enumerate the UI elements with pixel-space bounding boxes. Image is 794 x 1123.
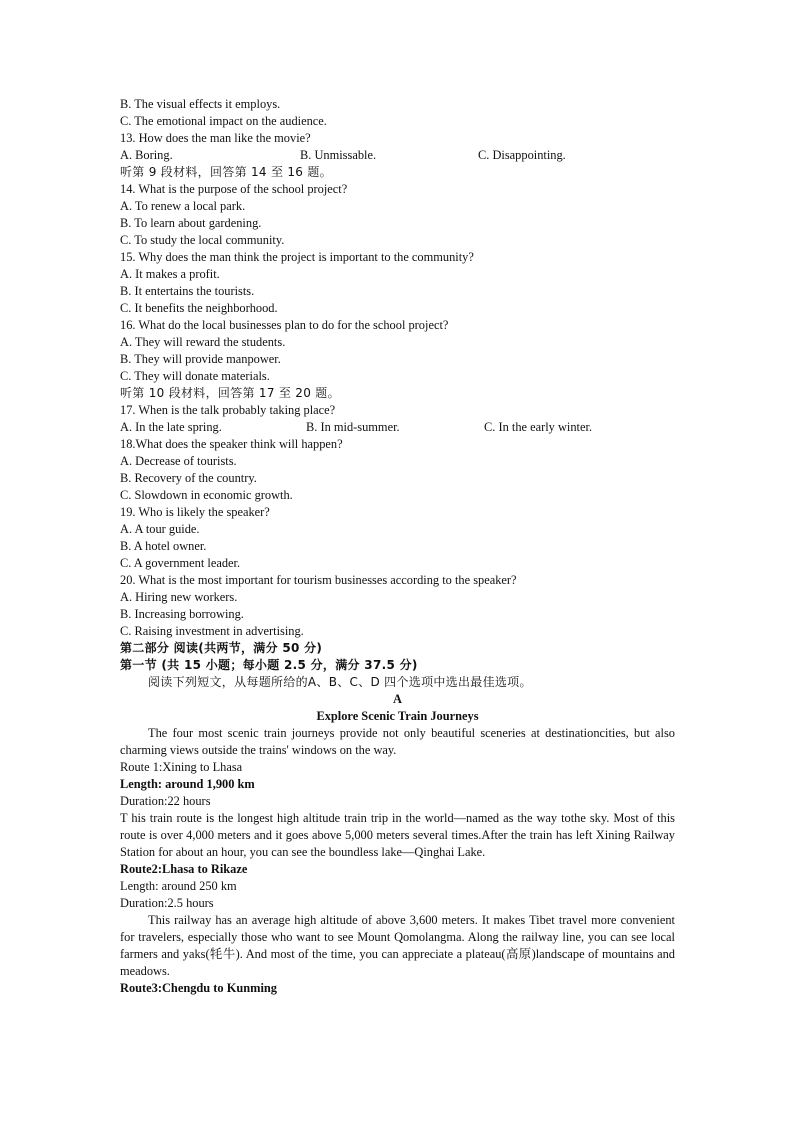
q18-option-c: C. Slowdown in economic growth. [120, 488, 293, 502]
q15-question: 15. Why does the man think the project is important to the community? [120, 250, 474, 264]
q20-option-a: A. Hiring new workers. [120, 590, 238, 604]
q14-question: 14. What is the purpose of the school project? [120, 182, 348, 196]
q16-question: 16. What do the local businesses plan to do for the school project? [120, 318, 449, 332]
section10-heading: 听第 10 段材料，回答第 17 至 20 题。 [120, 386, 340, 400]
q20-question: 20. What is the most important for tourism businesses according to the speaker? [120, 573, 517, 587]
route2-text: This railway has an average high altitude of above 3,600 meters. It makes Tibet travel more convenient for travelers, especially those who want to see Mount Qomolangma. Along the railway line, you can see local farmers and yaks(牦牛). And most of the time, you can appreciate a plateau(高原)landscape of mountains and meadows. [120, 913, 675, 978]
q18-option-a: A. Decrease of tourists. [120, 454, 237, 468]
q19-question: 19. Who is likely the speaker? [120, 505, 270, 519]
q17-option-c: C. In the early winter. [484, 420, 593, 434]
route3-title: Route3:Chengdu to Kunming [120, 981, 277, 995]
q14-option-a: A. To renew a local park. [120, 199, 246, 213]
passage-letter: A [393, 692, 402, 706]
q14-option-c: C. To study the local community. [120, 233, 285, 247]
route2-title: Route2:Lhasa to Rikaze [120, 862, 248, 876]
reading-instructions: 阅读下列短文，从每题所给的A、B、C、D 四个选项中选出最佳选项。 [148, 675, 532, 689]
exam-page [120, 96, 675, 997]
passage-title: Explore Scenic Train Journeys [316, 709, 479, 723]
section1-heading: 第一节 (共 15 小题；每小题 2.5 分，满分 37.5 分) [120, 658, 418, 672]
q19-option-c: C. A government leader. [120, 556, 241, 570]
q17-option-a: A. In the late spring. [120, 420, 222, 434]
q17-question: 17. When is the talk probably taking place? [120, 403, 336, 417]
q19-option-b: B. A hotel owner. [120, 539, 207, 553]
q19-option-a: A. A tour guide. [120, 522, 200, 536]
q12-option-c: C. The emotional impact on the audience. [120, 114, 327, 128]
section9-heading: 听第 9 段材料，回答第 14 至 16 题。 [120, 165, 332, 179]
q13-option-b: B. Unmissable. [300, 148, 377, 162]
q16-option-a: A. They will reward the students. [120, 335, 286, 349]
route1-text: T his train route is the longest high altitude train trip in the world—named as the way tothe sky. Most of this route is over 4,000 meters and it goes above 5,000 meters several times.After the train has left Xining Railway Station for about an hour, you can see the boundless lake—Qinghai Lake. [120, 811, 675, 859]
q18-option-b: B. Recovery of the country. [120, 471, 257, 485]
q18-question: 18.What does the speaker think will happen? [120, 437, 343, 451]
q13-options [120, 147, 675, 164]
q20-option-b: B. Increasing borrowing. [120, 607, 244, 621]
q16-option-b: B. They will provide manpower. [120, 352, 281, 366]
q13-option-a: A. Boring. [120, 148, 173, 162]
q20-option-c: C. Raising investment in advertising. [120, 624, 304, 638]
q12-option-b: B. The visual effects it employs. [120, 97, 281, 111]
q14-option-b: B. To learn about gardening. [120, 216, 262, 230]
q13-question: 13. How does the man like the movie? [120, 131, 311, 145]
route2-duration: Duration:2.5 hours [120, 896, 214, 910]
q15-option-b: B. It entertains the tourists. [120, 284, 255, 298]
q15-option-a: A. It makes a profit. [120, 267, 220, 281]
route2-length: Length: around 250 km [120, 879, 237, 893]
q17-options [120, 419, 675, 436]
q15-option-c: C. It benefits the neighborhood. [120, 301, 278, 315]
q13-option-c: C. Disappointing. [478, 148, 566, 162]
part2-heading: 第二部分 阅读(共两节，满分 50 分) [120, 641, 323, 655]
q16-option-c: C. They will donate materials. [120, 369, 270, 383]
passage-intro: The four most scenic train journeys provide not only beautiful sceneries at destinationcities, but also charming views outside the trains' windows on the way. [120, 726, 675, 757]
route1-duration: Duration:22 hours [120, 794, 211, 808]
route1-title: Route 1:Xining to Lhasa [120, 760, 243, 774]
q17-option-b: B. In mid-summer. [306, 420, 400, 434]
route1-length: Length: around 1,900 km [120, 777, 255, 791]
